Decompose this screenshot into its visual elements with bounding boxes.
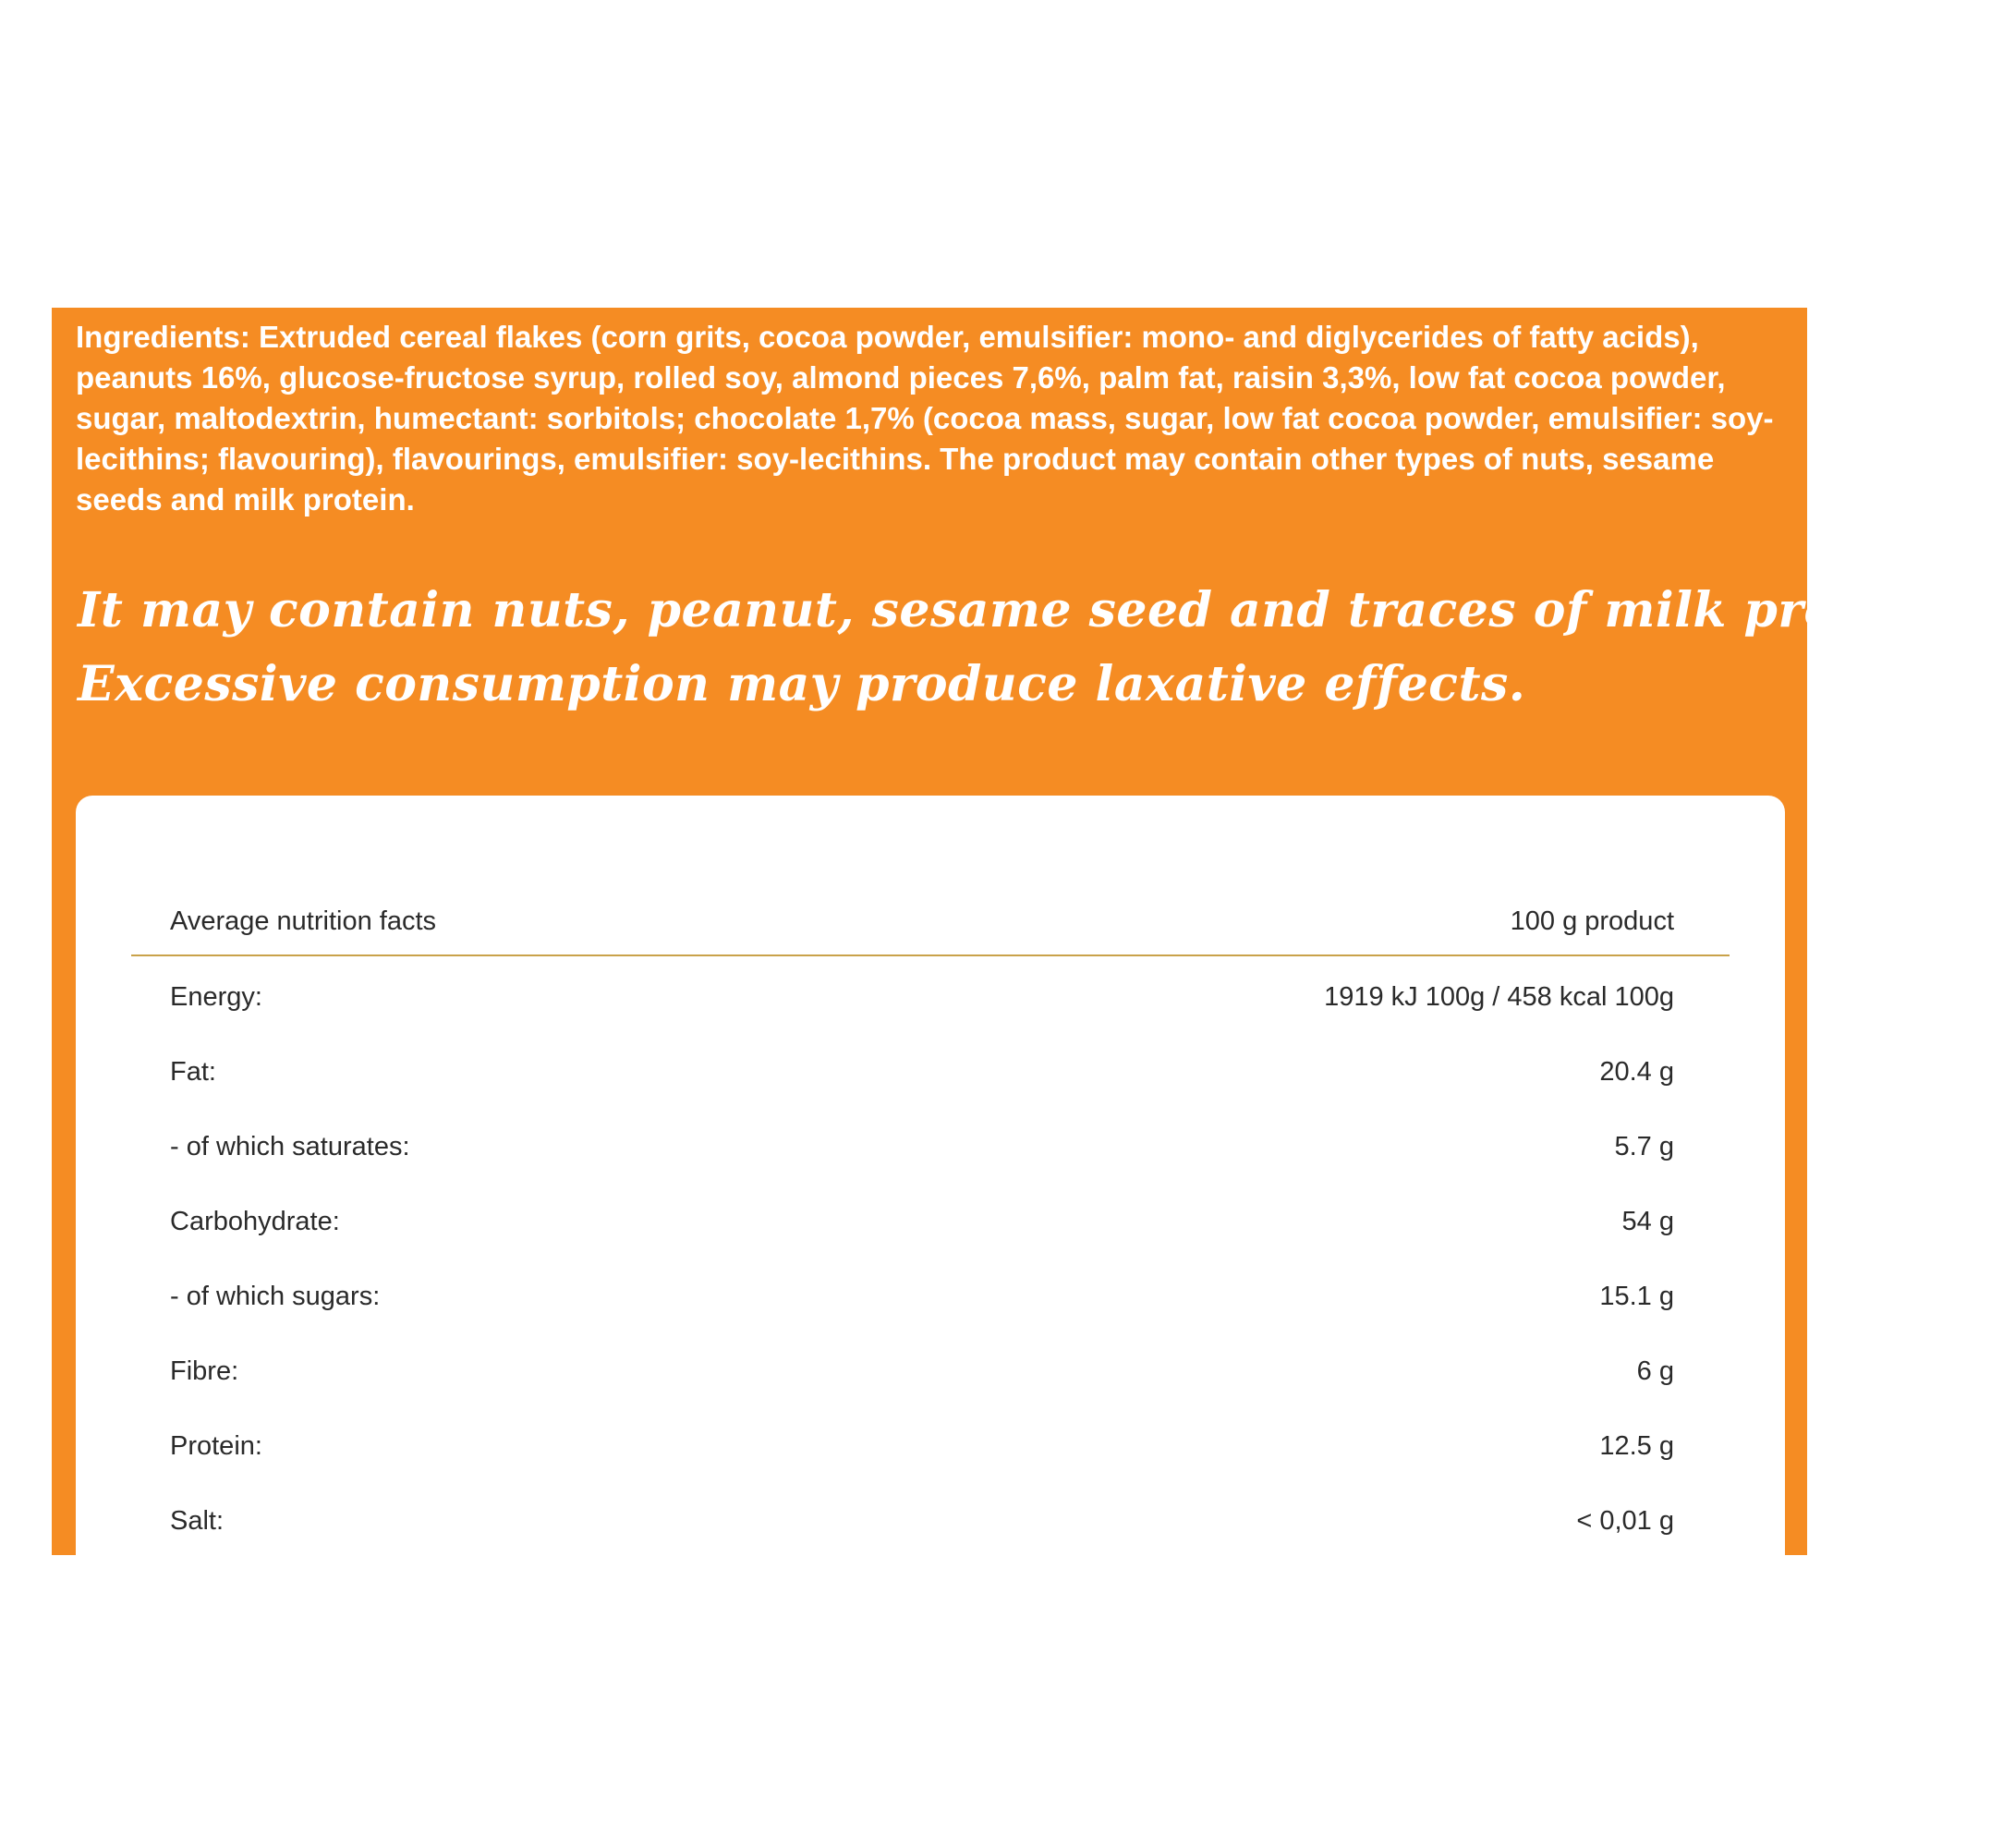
product-info-panel: [52, 308, 2003, 1555]
allergen-warning: [78, 574, 2003, 722]
table-row: [131, 1484, 1730, 1559]
row-label: Fat:: [170, 1057, 216, 1087]
nutrition-header-value: 100 g product: [1510, 906, 1674, 936]
row-value: < 0,01 g: [1576, 1506, 1674, 1536]
row-label: - of which sugars:: [170, 1282, 381, 1311]
table-row: [131, 1259, 1730, 1334]
row-label: Energy:: [170, 982, 262, 1012]
nutrition-header-label: Average nutrition facts: [170, 906, 437, 936]
table-row: [131, 1185, 1730, 1259]
warning-line-2: Excessive consumption may produce laxative effects.: [78, 656, 1526, 712]
row-value: 54 g: [1621, 1207, 1674, 1236]
table-row: [131, 1110, 1730, 1185]
row-value: 5.7 g: [1614, 1132, 1674, 1161]
table-row: [131, 1409, 1730, 1484]
row-value: 1919 kJ 100g / 458 kcal 100g: [1324, 982, 1674, 1012]
nutrition-header-row: [131, 888, 1730, 956]
warning-line-1: It may contain nuts, peanut, sesame seed and traces of milk products.: [78, 582, 2003, 638]
row-value: 12.5 g: [1599, 1431, 1674, 1461]
row-label: Carbohydrate:: [170, 1207, 340, 1236]
nutrition-card: [76, 796, 1785, 1627]
table-row: [131, 960, 1730, 1035]
row-label: Protein:: [170, 1431, 262, 1461]
table-row: [131, 1035, 1730, 1110]
table-row: [131, 1334, 1730, 1409]
nutrition-table: [131, 888, 1730, 1559]
row-value: 20.4 g: [1599, 1057, 1674, 1087]
row-label: Salt:: [170, 1506, 225, 1536]
row-value: 6 g: [1636, 1356, 1674, 1386]
row-value: 15.1 g: [1599, 1282, 1674, 1311]
row-label: Fibre:: [170, 1356, 239, 1386]
ingredients-text: Ingredients: Extruded cereal flakes (corn grits, cocoa powder, emulsifier: mono- and diglycerides of fatty acids), peanuts 16%, glucose-fructose syrup, rolled soy, almond pieces 7,6%, palm fat, raisin 3,3%, low fat cocoa powder, sugar, maltodextrin, humectant: sorbitols; chocolate 1,7% (cocoa mass, sugar, low fat cocoa powder, emulsifier: soy- lecithins; flavouring), flavourings, emulsifier: soy-lecithins. The product may contain other types of nuts, sesame seeds and milk protein.: [76, 320, 1774, 517]
row-label: - of which saturates:: [170, 1132, 410, 1161]
